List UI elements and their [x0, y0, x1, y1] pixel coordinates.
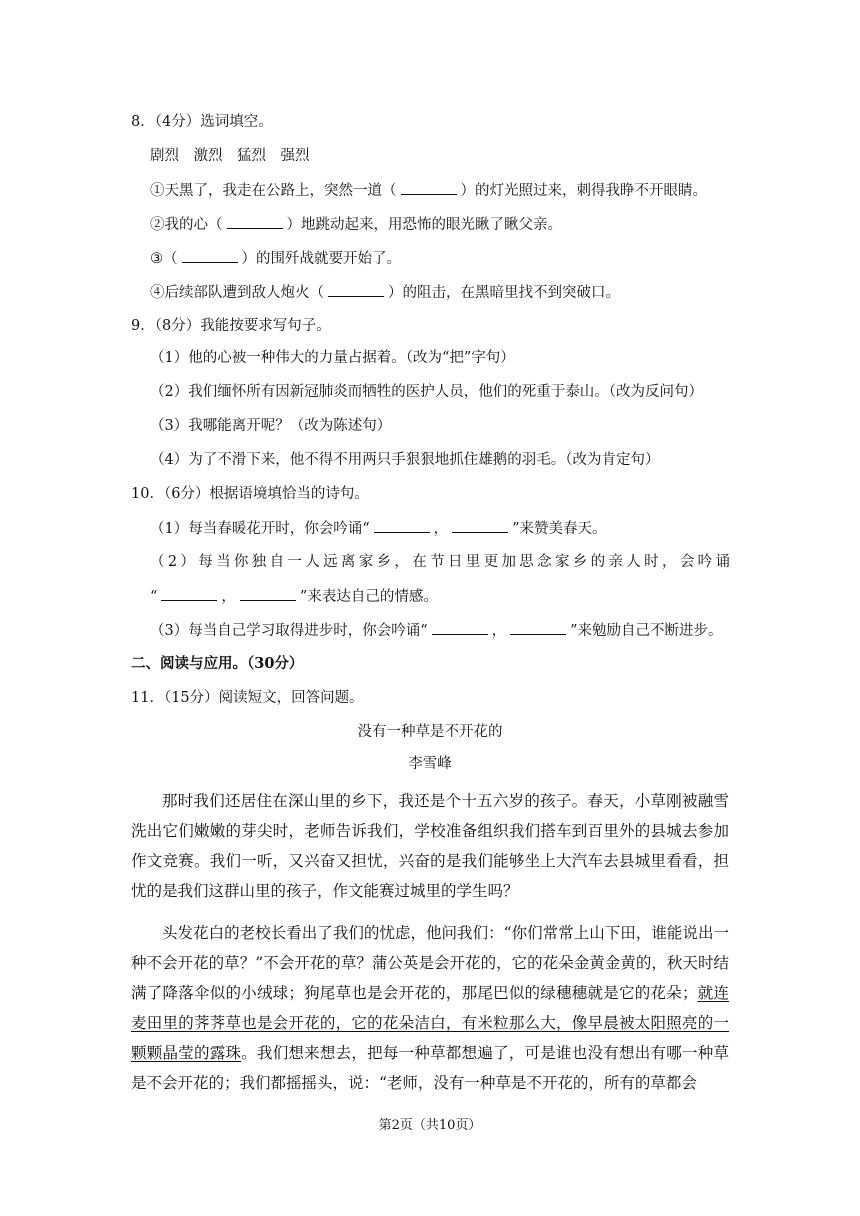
q8-item-1: ①天黑了，我走在公路上，突然一道（ ）的灯光照过来，刺得我睁不开眼睛。 [150, 180, 707, 201]
q10-item-2-line2: “ ， ”来表达自己的情感。 [150, 586, 438, 607]
q8-item-2: ②我的心（ ）地跳动起来，用恐怖的眼光瞅了瞅父亲。 [150, 214, 562, 235]
article-title: 没有一种草是不开花的 [357, 724, 503, 740]
q9-item-1: （1）他的心被一种伟大的力量占据着。（改为“把”字句） [150, 350, 515, 366]
q10-title: 10．（6分）根据语境填恰当的诗句。 [131, 486, 369, 502]
q8-item-3: ③（ ）的围歼战就要开始了。 [150, 248, 401, 269]
q8-item-4: ④后续部队遭到敌人炮火（ ）的阻击，在黑暗里找不到突破口。 [150, 282, 620, 303]
article-paragraph-1: 那时我们还居住在深山里的乡下，我还是个十五六岁的孩子。春天，小草刚被融雪洗出它们嫩嫩的芽尖时，老师告诉我们，学校准备组织我们搭车到百里外的县城去参加作文竞赛。我们一听，又兴奋又担忧，兴奋的是我们能够坐上大汽车去县城里看看，担忧的是我们这群山里的孩子，作文能赛过城里的学生吗？ [131, 792, 729, 900]
q9-item-2: （2）我们缅怀所有因新冠肺炎而牺牲的医护人员，他们的死重于泰山。（改为反问句） [150, 384, 703, 400]
answer-blank[interactable] [374, 518, 430, 533]
q9-title: 9．（8分）我能按要求写句子。 [131, 318, 331, 334]
answer-blank[interactable] [161, 586, 217, 601]
underlined-sentence: 就连麦田里的荠荠草也是会开花的，它的花朵洁白，有米粒那么大，像早晨被太阳照亮的一颗颗晶莹的露珠 [131, 984, 729, 1062]
q10-item-3: （3）每当自己学习取得进步时，你会吟诵“ ， ”来勉励自己不断进步。 [150, 620, 723, 641]
q8-word-choices: 剧烈 激烈 猛烈 强烈 [150, 148, 310, 164]
answer-blank[interactable] [510, 620, 566, 635]
q11-title: 11．（15分）阅读短文，回答问题。 [131, 690, 364, 706]
q9-item-3: （3）我哪能离开呢？（改为陈述句） [150, 418, 392, 434]
q9-item-4: （4）为了不滑下来，他不得不用两只手狠狠地抓住雄鹅的羽毛。（改为肯定句） [150, 452, 660, 468]
q10-item-1: （1）每当春暖花开时，你会吟诵“ ， ”来赞美春天。 [150, 518, 607, 539]
section-heading: 二、阅读与应用。（30分） [131, 655, 304, 672]
answer-blank[interactable] [182, 248, 238, 263]
answer-blank[interactable] [240, 586, 296, 601]
article-author: 李雪峰 [408, 756, 452, 772]
page-footer: 第2页（共10页） [378, 1118, 482, 1133]
answer-blank[interactable] [432, 620, 488, 635]
answer-blank[interactable] [328, 282, 384, 297]
answer-blank[interactable] [227, 214, 283, 229]
answer-blank[interactable] [452, 518, 508, 533]
answer-blank[interactable] [401, 180, 457, 195]
q8-title: 8．（4分）选词填空。 [131, 114, 273, 130]
article-body [131, 786, 729, 1098]
q10-item-2-line1: （2）每当你独自一人远离家乡，在节日里更加思念家乡的亲人时，会吟诵 [150, 554, 730, 570]
article-paragraph-2: 头发花白的老校长看出了我们的忧虑，他问我们：“你们常常上山下田，谁能说出一种不会开花的草？”不会开花的草？蒲公英是会开花的，它的花朵金黄金黄的，秋天时结满了降落伞似的小绒球；狗尾草也是会开花的，那尾巴似的绿穗穗就是它的花朵；就连麦田里的荠荠草也是会开花的，它的花朵洁白，有米粒那么大，像早晨被太阳照亮的一颗颗晶莹的露珠。我们想来想去，把每一种草都想遍了，可是谁也没有想出有哪一种草是不会开花的；我们都摇摇头，说：“老师，没有一种草是不开花的，所有的草都会 [131, 924, 729, 1092]
